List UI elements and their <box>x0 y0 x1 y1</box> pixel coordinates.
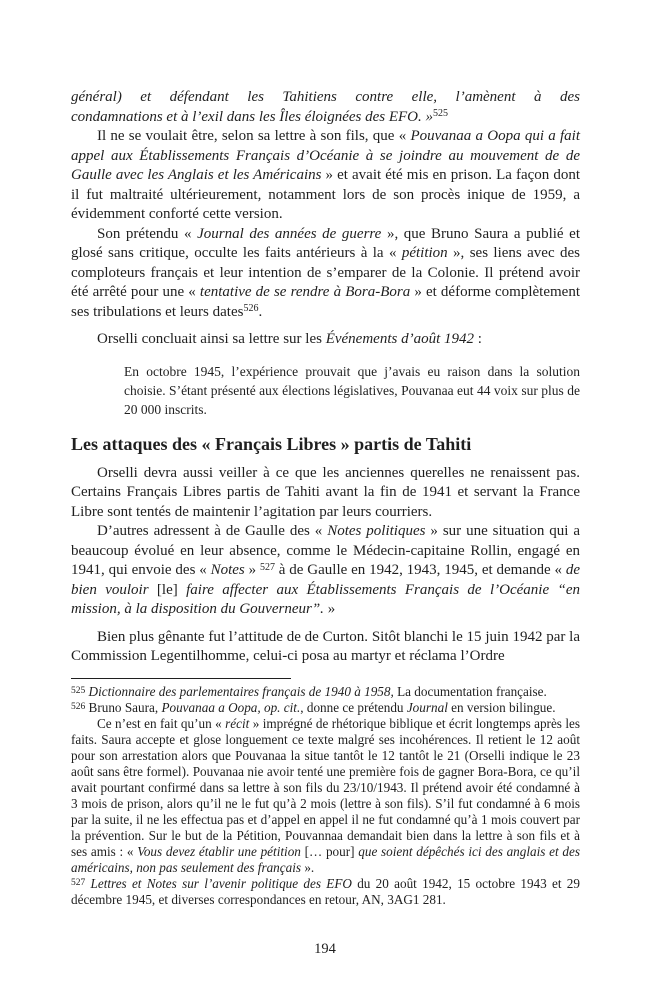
text-run: Les attaques des « Français Libres » partis de Tahiti <box>71 433 472 454</box>
section-heading <box>71 433 580 455</box>
main-text-column <box>71 88 580 667</box>
text-run: , donne ce prétendu <box>300 700 407 715</box>
text-run: à de Gaulle en 1942, 1943, 1945, et demande « <box>274 562 566 578</box>
paragraph <box>71 225 580 323</box>
footnote-ref: 525 <box>71 685 86 696</box>
text-run: » et avait été mis en prison. La façon dont il fut maltraité ultérieurement, notamment lors de son procès inique de 1959, a évidemment conforté cette version. <box>71 167 581 222</box>
italic-text-run: Journal <box>406 700 448 715</box>
text-run: en version bilingue. <box>447 700 556 715</box>
paragraph <box>71 628 580 667</box>
footnote-ref: 525 <box>433 108 449 119</box>
italic-text-run: Pouvanaa a Oopa qui a fait appel aux Établissements Français d’Océanie à se joindre au mouvement de de Gaulle avec les Anglais et les Américains <box>71 128 581 183</box>
text-run: » imprégné de rhétorique biblique et écrit longtemps après les faits. Saura accepte et glose longuement ce texte malgré ses incohérences. Il retient le 12 août pour son arrestation alors que Pouvanaa la situe tantôt le 12 tantôt le 21 (Orselli indique le 23 août sans être formel). Pouvanaa nie avoir tenté une première fois de gagner Bora-Bora, ce qu’il avait pourtant confirmé dans sa lettre à son fils du 23/10/1943. Il prétend avoir été condamné à 3 mois de prison, alors qu’il ne le fut qu’à 2 mois (lettre à son fils). S’il fut condamné à 6 mois par la suite, il ne les effectua pas et d’appel en appel il ne fut condamné qu’à 1 mois couvert par la prévention. Sur le but de la Pétition, Pouvannaa demandait bien dans la lettre à son fils et à ses amis : « <box>71 716 580 859</box>
footnotes <box>71 684 580 908</box>
paragraph <box>71 88 580 108</box>
text-run: », ses liens avec des comploteurs français et leur intention de s’emparer de la Colonie. Il prétend avoir été arrêté pour une « <box>71 245 580 300</box>
text-run: ». <box>301 860 315 875</box>
text-run: » sur une situation qui a beaucoup évolué en leur absence, comme le Médecin-capitaine Rollin, engagé en 1941, qui envoie des « <box>71 523 581 578</box>
text-run: [… pour] <box>300 844 359 859</box>
italic-text-run: que soient dépêchés ici des anglais et des américains, non pas seulement des français <box>71 844 580 875</box>
text-run: Son prétendu « <box>97 225 198 242</box>
paragraph <box>71 522 580 620</box>
text-run: . <box>258 303 263 320</box>
italic-text-run: Journal des années de guerre <box>197 225 382 242</box>
paragraph <box>71 464 580 523</box>
text-run: Ce n’est en fait qu’un « <box>97 716 226 731</box>
italic-text-run: Événements d’août 1942 <box>325 331 474 347</box>
text-run: Bruno Saura, <box>85 700 162 715</box>
text-run: » <box>244 562 260 578</box>
italic-text-run: récit <box>225 716 250 731</box>
footnote-paragraph <box>71 716 580 876</box>
text-run: », que Bruno Saura a publié et glosé sans critique, occulte les faits antérieurs à la « <box>71 225 581 261</box>
italic-text-run: Pouvanaa a Oopa, op. cit. <box>161 700 301 715</box>
text-run: du 20 août 1942, 15 octobre 1943 et 29 décembre 1945, et diverses correspondances en retour, AN, 3AG1 281. <box>71 876 580 907</box>
footnote-paragraph <box>71 684 580 700</box>
text-run: Il ne se voulait être, selon sa lettre à son fils, que « <box>97 128 411 144</box>
italic-text-run: de bien vouloir <box>71 562 581 598</box>
italic-text-run: Notes politiques <box>327 523 426 539</box>
footnote-ref: 527 <box>71 877 86 888</box>
paragraph <box>71 108 580 128</box>
page-number: 194 <box>314 941 336 957</box>
text-run: Orselli devra aussi veiller à ce que les anciennes querelles ne renaissent pas. Certains Français Libres partis de Tahiti avant la fin de 1941 et servant la France Libre sont tentés de maintenir l’agitation par leurs courriers. <box>71 464 580 520</box>
text-run: Orselli concluait ainsi sa lettre sur les <box>97 331 326 347</box>
text-run: [le] <box>156 581 187 598</box>
footnote-separator <box>71 678 291 679</box>
text-run: La documentation française. <box>393 684 547 699</box>
footnote-ref: 527 <box>259 561 275 573</box>
italic-text-run: Notes <box>210 562 245 578</box>
footnote-block <box>71 678 580 908</box>
text-run: Bien plus gênante fut l’attitude de de Curton. Sitôt blanchi le 15 juin 1942 par la Commission Legentilhomme, celui-ci posa au martyr et réclama l’Ordre <box>71 628 580 664</box>
italic-text-run: général) et défendant les Tahitiens contre elle, l’amènent à des <box>71 89 580 105</box>
italic-text-run: tentative de se rendre à Bora-Bora <box>199 284 411 300</box>
italic-text-run: Dictionnaire des parlementaires français de 1940 à 1958, <box>88 684 394 699</box>
italic-text-run: pétition <box>401 245 448 261</box>
block-quote <box>124 362 580 419</box>
italic-text-run: condamnations et à l’exil dans les Îles éloignées des EFO. » <box>71 108 434 125</box>
paragraph <box>71 330 580 350</box>
text-run: : <box>473 331 482 347</box>
text-run: » et déforme complètement ses tribulations et leurs dates <box>71 284 580 320</box>
text-run: En octobre 1945, l’expérience prouvait que j’avais eu raison dans la solution choisie. S’étant présenté aux élections législatives, Pouvanaa eut 44 voix sur plus de 20 000 inscrits. <box>124 363 580 417</box>
italic-text-run: Lettres et Notes sur l’avenir politique des EFO <box>90 876 352 891</box>
footnote-paragraph <box>71 700 580 716</box>
text-run: D’autres adressent à de Gaulle des « <box>97 523 328 539</box>
footnote-ref: 526 <box>71 701 86 712</box>
italic-text-run: faire affecter aux Établissements Français de l’Océanie “en mission, à la disposition du Gouverneur”. <box>71 581 580 617</box>
footnote-ref: 526 <box>243 303 259 314</box>
italic-text-run: Vous devez établir une pétition <box>137 844 301 859</box>
footnote-paragraph <box>71 876 580 908</box>
paragraph <box>71 127 580 225</box>
text-run: » <box>323 601 336 617</box>
